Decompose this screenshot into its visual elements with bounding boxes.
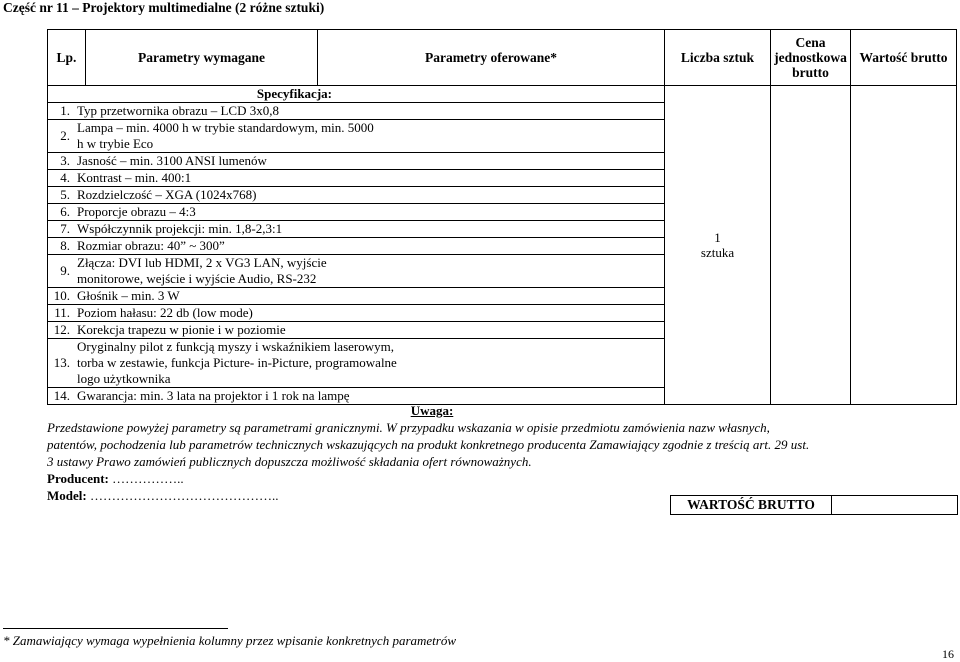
spec-item-text: Kontrast – min. 400:1 [77, 170, 192, 185]
spec-item-row [48, 187, 664, 204]
spec-item-row [48, 339, 664, 388]
note-line-3: 3 ustawy Prawo zamówień publicznych dopuszcza możliwość składania ofert równoważnych. [47, 454, 532, 469]
spec-item-row [48, 238, 664, 255]
producer-value[interactable]: …………….. [112, 471, 184, 486]
page-title: Część nr 11 – Projektory multimedialne (2 różne sztuki) [3, 0, 325, 15]
notes [47, 402, 817, 504]
spec-item-text: Rozmiar obrazu: 40” ~ 300” [77, 238, 225, 253]
spec-item-row [48, 288, 664, 305]
spec-item-number: 11. [54, 305, 70, 320]
spec-item-number: 12. [53, 322, 70, 337]
header-required: Parametry wymagane [86, 30, 318, 86]
spec-item-text: Rozdzielczość – XGA (1024x768) [77, 187, 257, 202]
header-unit-price: Cena jednostkowa brutto [771, 30, 851, 86]
spec-item-number: 4. [60, 170, 70, 185]
spec-item-number: 1. [60, 103, 70, 118]
spec-item-row [48, 221, 664, 238]
footnote: * Zamawiający wymaga wypełnienia kolumny przez wpisanie konkretnych parametrów [3, 633, 457, 648]
header-offered: Parametry oferowane* [318, 30, 665, 86]
spec-table [47, 29, 957, 405]
spec-item-text: Złącza: DVI lub HDMI, 2 x VG3 LAN, wyjście monitorowe, wejście i wyjście Audio, RS-232 [77, 255, 327, 286]
model-value[interactable]: …………………………………….. [89, 488, 279, 503]
header-row [48, 30, 957, 86]
header-value: Wartość brutto [851, 30, 957, 86]
spec-item-row [48, 153, 664, 170]
qty-unit: sztuka [700, 245, 735, 260]
total-label: WARTOŚĆ BRUTTO [670, 495, 832, 515]
spec-item-text: Gwarancja: min. 3 lata na projektor i 1 rok na lampę [77, 388, 350, 403]
producer-label: Producent: [47, 471, 109, 486]
spec-item-number: 2. [60, 128, 70, 143]
unit-price-cell[interactable] [771, 86, 851, 405]
spec-item-number: 13. [53, 355, 70, 370]
value-cell[interactable] [851, 86, 957, 405]
spec-item-row [48, 120, 664, 153]
spec-item-text: Korekcja trapezu w pionie i w poziomie [77, 322, 286, 337]
spec-item-number: 8. [60, 238, 70, 253]
uwaga-label: Uwaga: [410, 403, 454, 418]
spec-row [48, 86, 957, 405]
header-lp: Lp. [48, 30, 86, 86]
spec-cell [48, 86, 665, 405]
spec-item-number: 6. [60, 204, 70, 219]
qty-number: 1 [714, 230, 721, 245]
qty-cell [665, 86, 771, 405]
spec-item-number: 5. [60, 187, 70, 202]
spec-item-text: Poziom hałasu: 22 db (low mode) [77, 305, 253, 320]
spec-item-text: Jasność – min. 3100 ANSI lumenów [77, 153, 267, 168]
spec-item-row [48, 103, 664, 120]
spec-item-text: Lampa – min. 4000 h w trybie standardowym, min. 5000 h w trybie Eco [77, 120, 374, 151]
header-qty: Liczba sztuk [665, 30, 771, 86]
spec-items [48, 103, 664, 404]
spec-item-text: Oryginalny pilot z funkcją myszy i wskaźnikiem laserowym, torba w zestawie, funkcja Picture- in-Picture, programowalne logo użytkownika [77, 339, 397, 386]
spec-item-row [48, 204, 664, 221]
note-line-1: Przedstawione powyżej parametry są parametrami granicznymi. W przypadku wskazania w opisie przedmiotu zamówienia nazw własnych, [47, 420, 770, 435]
spec-title: Specyfikacja: [48, 86, 664, 103]
spec-item-row [48, 170, 664, 187]
spec-item-row [48, 322, 664, 339]
spec-item-number: 14. [53, 388, 70, 403]
spec-item-text: Typ przetwornika obrazu – LCD 3x0,8 [77, 103, 279, 118]
spec-item-number: 10. [53, 288, 70, 303]
spec-item-row [48, 255, 664, 288]
model-label: Model: [47, 488, 87, 503]
spec-item-text: Współczynnik projekcji: min. 1,8-2,3:1 [77, 221, 283, 236]
spec-item-row [48, 305, 664, 322]
footnote-divider [3, 628, 228, 629]
spec-item-number: 7. [60, 221, 70, 236]
page-number: 16 [942, 647, 954, 661]
note-line-2: patentów, pochodzenia lub parametrów technicznych wskazujących na produkt konkretnego producenta Zamawiający zgodnie z treścią art. 29 ust. [47, 437, 810, 452]
spec-item-text: Proporcje obrazu – 4:3 [77, 204, 196, 219]
total-value-cell[interactable] [831, 495, 958, 515]
producer-line [47, 470, 817, 487]
spec-item-text: Głośnik – min. 3 W [77, 288, 180, 303]
spec-item-number: 9. [60, 263, 70, 278]
spec-item-number: 3. [60, 153, 70, 168]
